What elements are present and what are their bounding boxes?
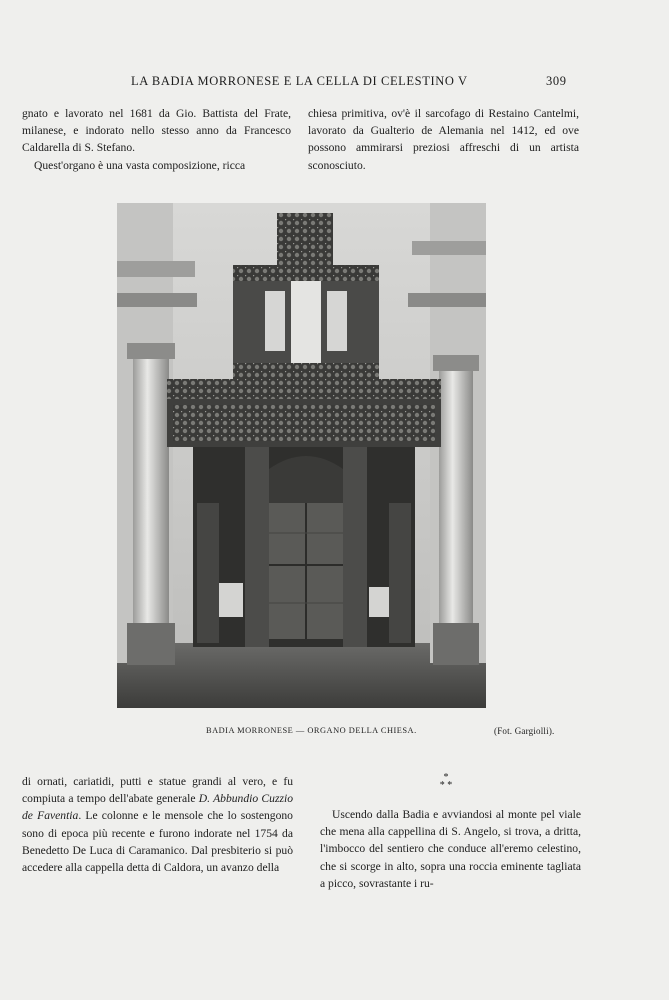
paragraph: Uscendo dalla Badia e avviandosi al monte pel viale che mena alla cappellina di S. Angelo, si trova, a dritta, l'imbocco del sentiero che conduce all'eremo celestino, che si scorge in alto, sopra una roccia eminente tagliata a picco, sovrastante i ru- [320, 808, 581, 890]
organ-photograph [117, 203, 486, 708]
italic-name: D. Abbundio Cuzzio de Faventia [22, 792, 294, 823]
paragraph [22, 773, 293, 876]
section-asterism [434, 774, 458, 790]
text-column-bottom-left [22, 773, 293, 876]
page-number: 309 [546, 74, 567, 88]
asterism-bottom: * * [439, 780, 453, 791]
running-title: LA BADIA MORRONESE E LA CELLA DI CELESTINO V [131, 74, 468, 88]
asterism-top: * [443, 772, 449, 783]
text-run: di ornati, cariatidi, putti e statue grandi al vero, e fu compiuta a tempo dell'abate generale [22, 775, 293, 806]
text-column-top-right [308, 105, 579, 174]
text-column-top-left [22, 105, 291, 174]
paragraph: gnato e lavorato nel 1681 da Gio. Battista del Frate, milanese, e indorato nello stesso anno da Francesco Caldarella di S. Stefano. [22, 107, 291, 155]
text-column-bottom-right [320, 806, 581, 892]
running-header [0, 74, 669, 94]
figure-caption: BADIA MORRONESE — ORGANO DELLA CHIESA. [206, 726, 417, 735]
paragraph: Quest'organo è una vasta composizione, ricca [34, 158, 246, 172]
paragraph: chiesa primitiva, ov'è il sarcofago di Restaino Cantelmi, lavorato da Gualterio de Alemania nel 1412, ed ove possono ammirarsi preziosi affreschi di un artista sconosciuto. [308, 107, 579, 172]
photo-credit: (Fot. Gargiolli). [494, 726, 555, 736]
text-run: . Le colonne e le mensole che lo sostengono sono di epoca più recente e furono indorate nel 1754 da Benedetto De Luca di Caramanico. Dal presbiterio si può accedere alla cappella detta di Caldora, un avanzo della [22, 809, 293, 875]
